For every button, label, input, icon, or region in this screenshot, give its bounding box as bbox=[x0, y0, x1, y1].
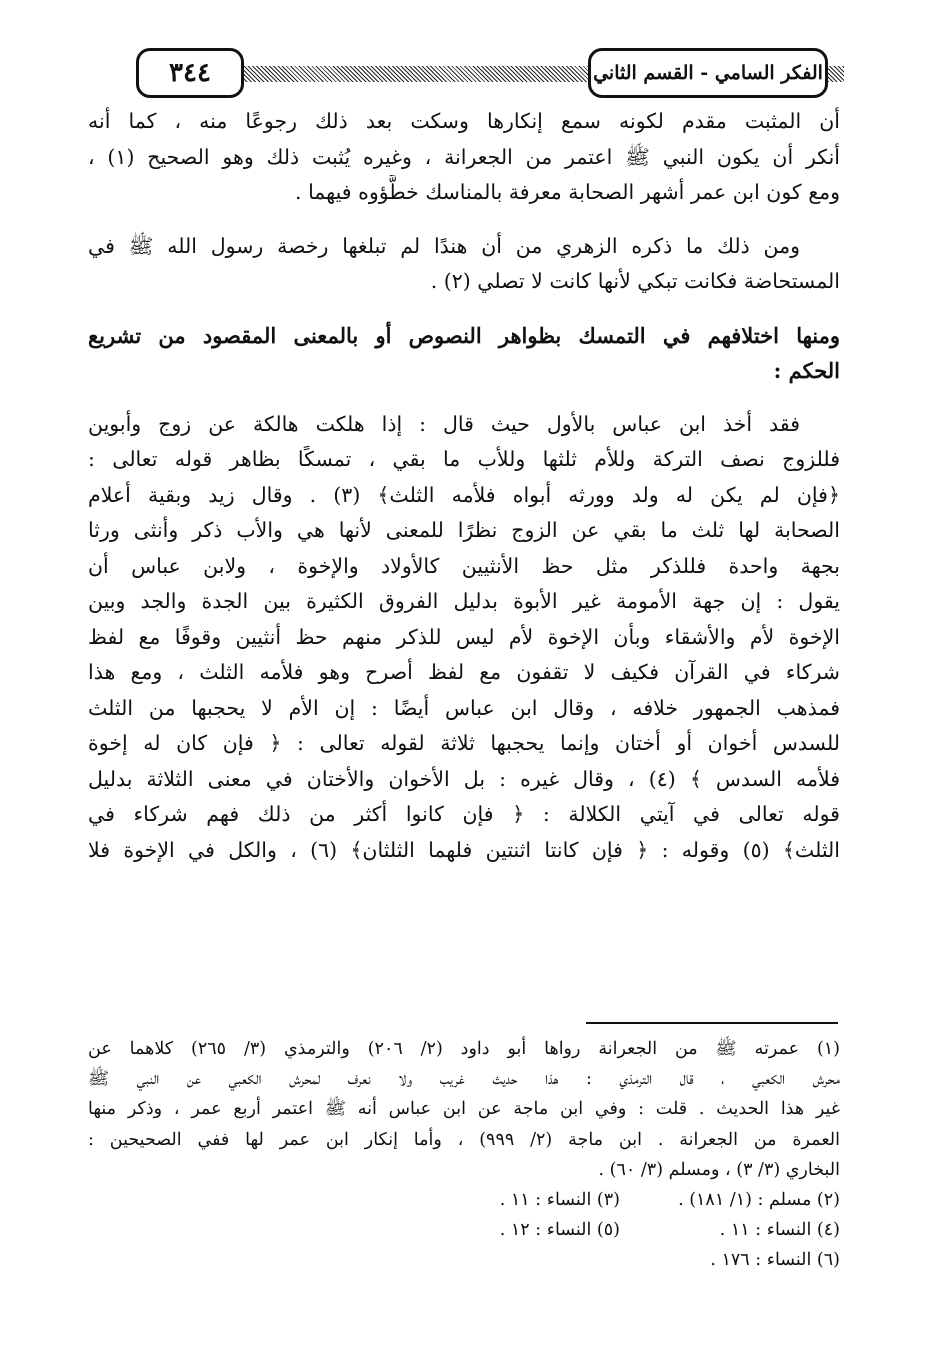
footnote-4: (٤) النساء : ١١ . bbox=[719, 1220, 840, 1241]
footnote-line: العمرة من الجعرانة . ابن ماجة (٢/ ٩٩٩) ، وأما إنكار ابن عمر لها ففي الصحيحين : bbox=[88, 1129, 840, 1150]
footnote-line: محرش الكعبي ، قال الترمذي : هذا حديث غريب ولا نعرف لمحرش الكعبي عن النبي ﷺ bbox=[88, 1069, 840, 1090]
text-line: للسدس أخوان أو أختان وإنما يحجبها ثلاثة لقوله تعالى : ﴿ فإن كان له إخوة bbox=[88, 731, 840, 755]
text-line: الإخوة لأم والأشقاء وبأن الإخوة لأم ليس للذكر منهم حظ أنثيين وقوفًا مع لفظ bbox=[88, 624, 840, 649]
page-header bbox=[84, 44, 844, 104]
text-line: أن المثبت مقدم لكونه سمع إنكارها وسكت بعد ذلك رجوعًا منه ، كما أنه bbox=[88, 109, 840, 133]
paragraph-2 bbox=[88, 229, 840, 300]
text-line: ﴿فإن لم يكن له ولد وورثه أبواه فلأمه الثلث﴾ (٣) . وقال زيد وبقية أعلام bbox=[88, 482, 840, 507]
text-line: المستحاضة فكانت تبكي لأنها كانت لا تصلي (٢) . bbox=[430, 269, 840, 293]
text-line: ومع كون ابن عمر أشهر الصحابة معرفة بالمناسك خطَّؤوه فيهما . bbox=[295, 180, 840, 204]
paragraph-1 bbox=[88, 104, 840, 211]
text-line: فللزوج نصف التركة وللأم ثلثها وللأب ما بقي ، تمسكًا بظاهر قوله تعالى : bbox=[88, 447, 840, 471]
running-title: الفكر السامي - القسم الثاني bbox=[588, 48, 828, 98]
text-line: فقد أخذ ابن عباس بالأول حيث قال : إذا هلكت هالكة عن زوج وأبوين bbox=[88, 411, 800, 436]
text-line: ومن ذلك ما ذكره الزهري من أن هندًا لم تبلغها رخصة رسول الله ﷺ في bbox=[88, 233, 800, 258]
text-line: الثلث﴾ (٥) وقوله : ﴿ فإن كانتا اثنتين فلهما الثلثان﴾ (٦) ، والكل في الإخوة فلا bbox=[88, 837, 840, 862]
footnote-6: (٦) النساء : ١٧٦ . bbox=[710, 1250, 840, 1271]
footnote-separator bbox=[586, 1022, 838, 1024]
text-line: يقول : إن جهة الأمومة غير الأبوة بدليل الفروق الكثيرة بين الجدة والجد وبين bbox=[88, 589, 840, 613]
footnote-line: البخاري (٣/ ٣) ، ومسلم (٣/ ٦٠) . bbox=[598, 1159, 840, 1180]
text-line: أنكر أن يكون النبي ﷺ اعتمر من الجعرانة ، وغيره يُثبت ذلك وهو الصحيح (١) ، bbox=[88, 144, 840, 169]
page-number: ٣٤٤ bbox=[136, 48, 244, 98]
footnote-row bbox=[88, 1185, 840, 1215]
footnote-line: (١) عمرته ﷺ من الجعرانة رواها أبو داود (٢/ ٢٠٦) والترمذي (٣/ ٢٦٥) كلاهما عن bbox=[88, 1039, 840, 1059]
text-line: فمذهب الجمهور خلافه ، وقال ابن عباس أيضًا : إن الأم لا يحجبها من الثلث bbox=[88, 695, 840, 720]
main-text bbox=[88, 104, 840, 868]
footnote-5: (٥) النساء : ١٢ . bbox=[499, 1220, 620, 1241]
section-heading bbox=[88, 318, 840, 389]
text-line: بجهة واحدة فللذكر مثل حظ الأنثيين كالأولاد والإخوة ، ولابن عباس أن bbox=[88, 553, 840, 578]
text-line: الصحابة لها ثلث ما بقي عن الزوج نظرًا للمعنى لأنها هي والأب ذكر وأنثى ورثا bbox=[88, 518, 840, 542]
footnote-row bbox=[88, 1215, 840, 1245]
footnote-3: (٣) النساء : ١١ . bbox=[499, 1189, 620, 1210]
footnote-line: غير هذا الحديث . قلت : وفي ابن ماجة عن ابن عباس أنه ﷺ اعتمر أربع عمر ، وذكر منها bbox=[88, 1099, 840, 1120]
footnote-2: (٢) مسلم : (١/ ١٨١) . bbox=[678, 1189, 840, 1210]
text-line: شركاء في القرآن فكيف لا تقفون مع لفظ أصرح وهو فلأمه الثلث ، ومع هذا bbox=[88, 660, 840, 684]
header-hatch-right bbox=[828, 66, 844, 82]
text-line: قوله تعالى في آيتي الكلالة : ﴿ فإن كانوا أكثر من ذلك فهم شركاء في bbox=[88, 802, 840, 826]
heading-line: ومنها اختلافهم في التمسك بظواهر النصوص أو بالمعنى المقصود من تشريع bbox=[88, 322, 840, 348]
text-line: فلأمه السدس ﴾ (٤) ، وقال غيره : بل الأخوان والأختان في معنى الثلاثة بدليل bbox=[88, 766, 840, 791]
paragraph-3 bbox=[88, 407, 840, 869]
footnotes bbox=[88, 1034, 840, 1276]
heading-line: الحكم : bbox=[773, 358, 840, 383]
